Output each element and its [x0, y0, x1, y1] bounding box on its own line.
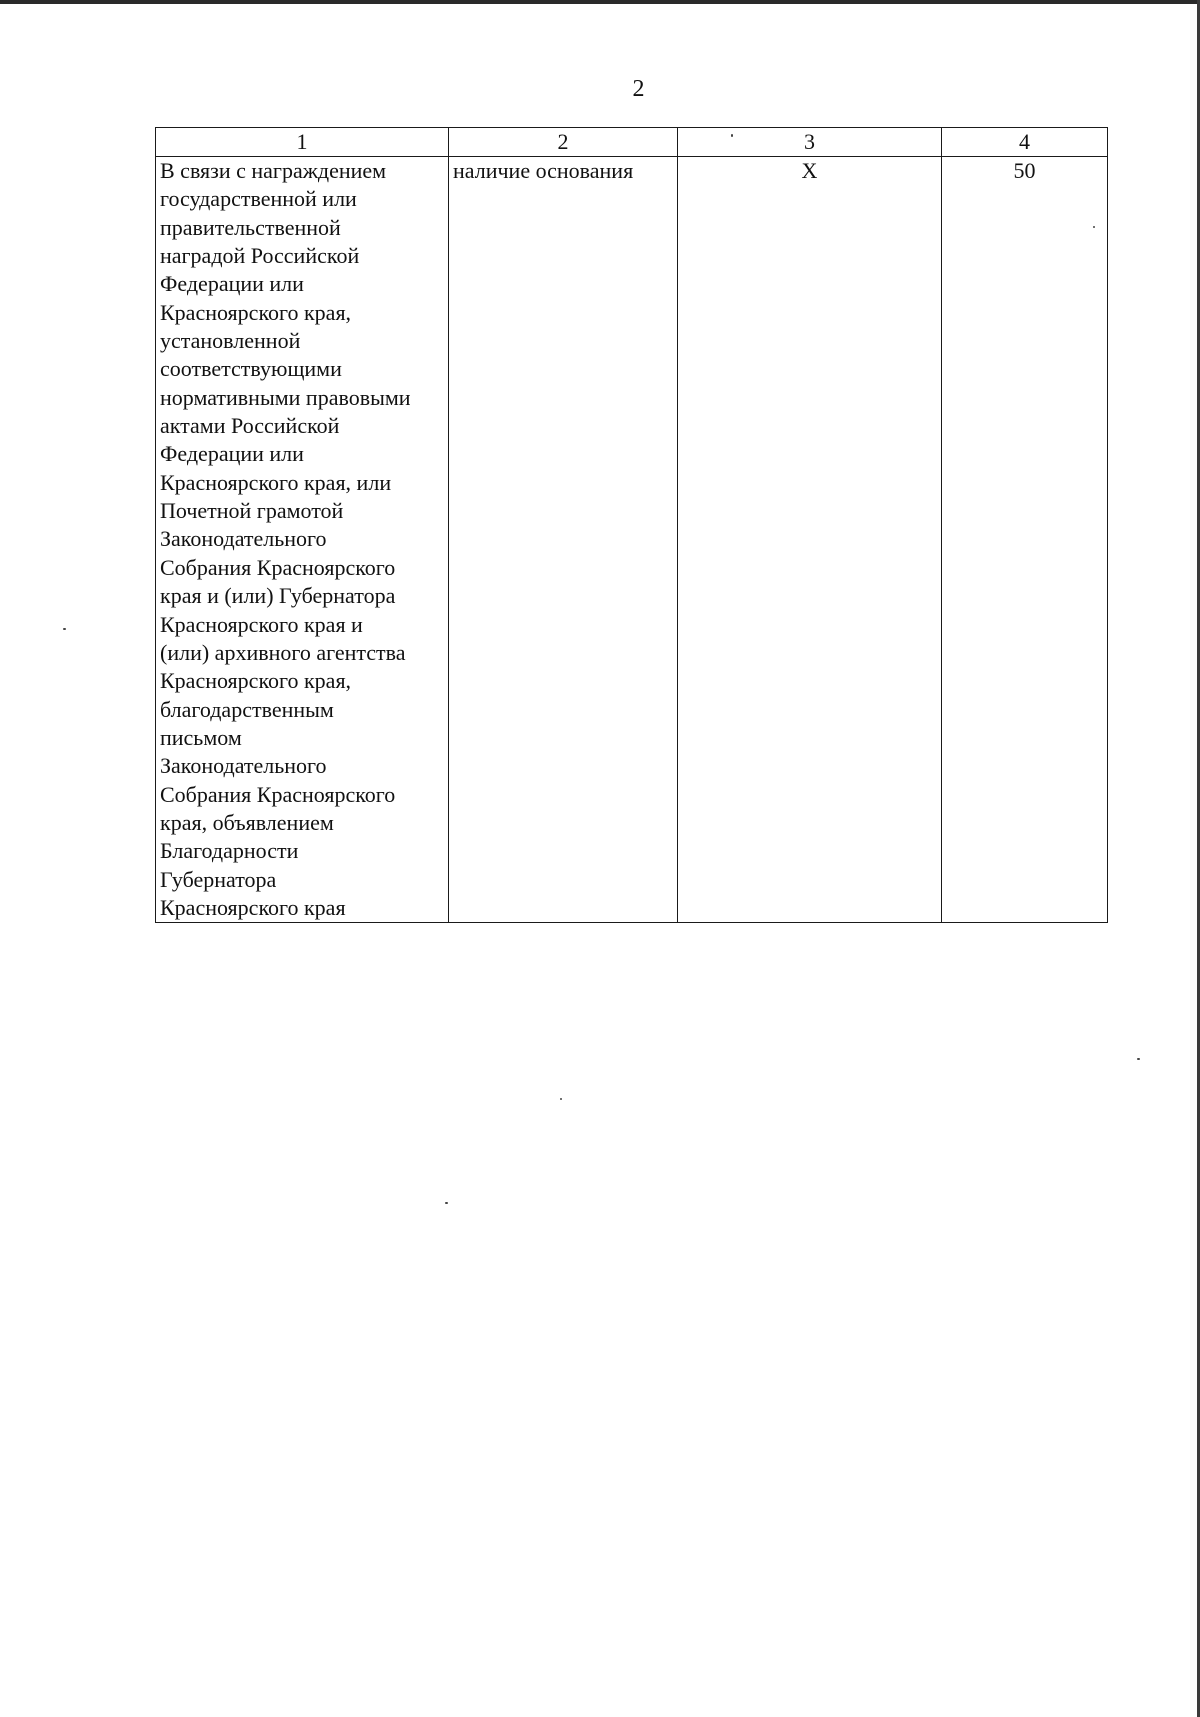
- page-number: 2: [632, 76, 645, 102]
- header-col-4: 4: [942, 128, 1108, 157]
- row-basis: наличие основания: [449, 157, 678, 923]
- row-col4-value: 50: [942, 157, 1108, 923]
- scan-edge-top: [0, 0, 1200, 4]
- row-col3-value: X: [678, 157, 942, 923]
- header-col-2: 2: [449, 128, 678, 157]
- scan-speck: [731, 134, 733, 137]
- scan-speck: [445, 1202, 448, 1204]
- table-header: [156, 128, 1108, 157]
- scan-speck: [1137, 1058, 1140, 1060]
- document-table: [155, 127, 1108, 923]
- table-body: [156, 157, 1108, 923]
- scan-speck: [63, 628, 66, 630]
- scan-speck: [560, 1098, 562, 1100]
- header-row: [156, 128, 1108, 157]
- header-col-3: 3: [678, 128, 942, 157]
- row-description: В связи с награждением государственной или правительственной наградой Российской Федерации или Красноярского края, установленной соответствующими нормативными правовыми актами Российской Федерации или Красноярского края, или Почетной грамотой Законодательного Собрания Красноярского края и (или) Губернатора Красноярского края и (или) архивного агентства Красноярского края, благодарственным письмом Законодательного Собрания Красноярского края, объявлением Благодарности Губернатора Красноярского края: [156, 157, 449, 923]
- scan-speck: [1093, 226, 1095, 228]
- header-col-1: 1: [156, 128, 449, 157]
- table-row: [156, 157, 1108, 923]
